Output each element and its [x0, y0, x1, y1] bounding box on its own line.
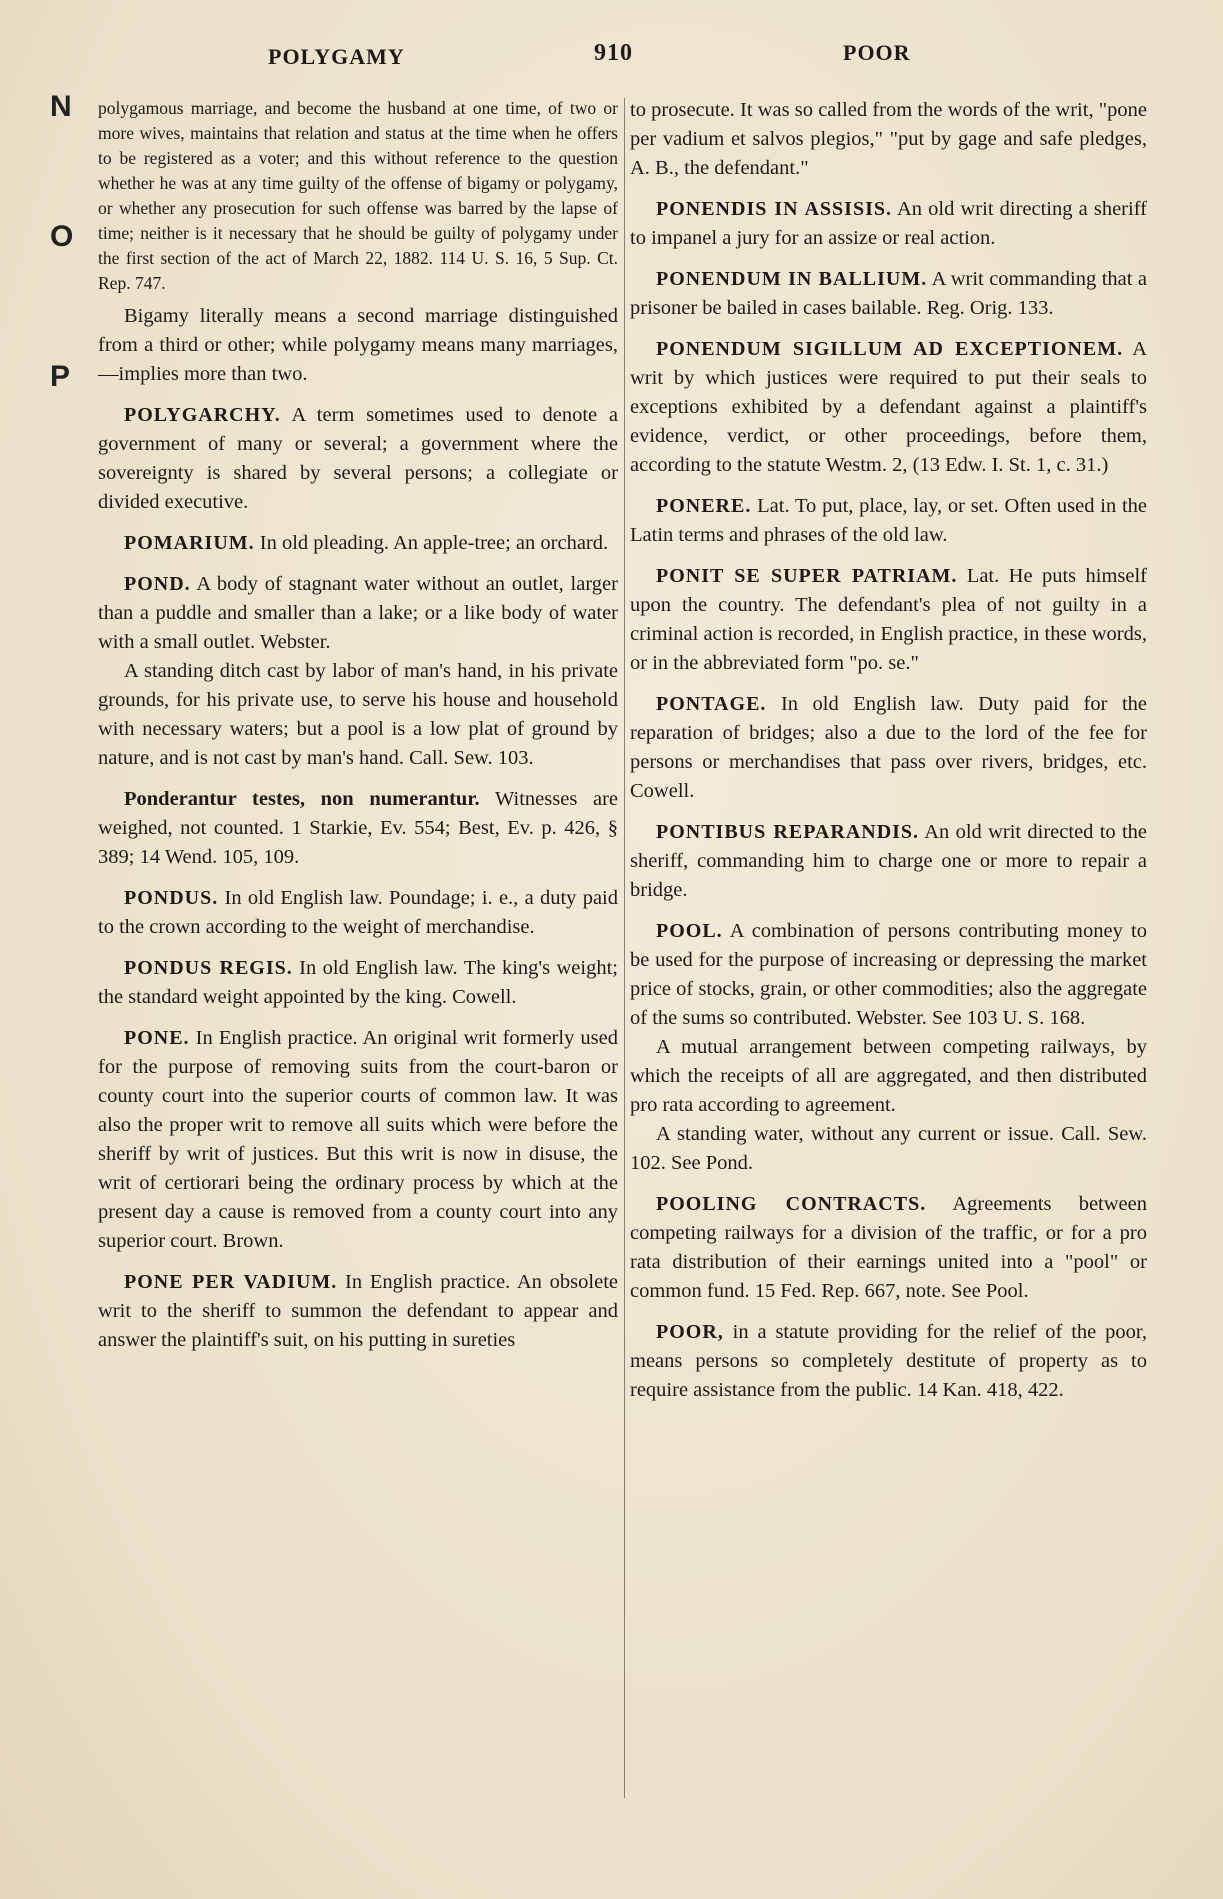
entry-headword: PONERE. [656, 495, 752, 517]
entry-pomarium [98, 529, 618, 558]
entry-headword: POLYGARCHY. [124, 404, 281, 426]
entry-text: to prosecute. It was so called from the words of the writ, "pone per vadium et salvos plegios," "put by gage and safe pledges, A. B., the defendant." [630, 99, 1147, 179]
entry-pooling-contracts [630, 1190, 1147, 1306]
entry-text: An old writ directing a sheriff to impanel a jury for an assize or real action. [630, 198, 1147, 249]
entry-headword: PONTIBUS REPARANDIS. [656, 821, 920, 843]
entry-headword: PONE. [124, 1027, 190, 1049]
right-column [630, 96, 1147, 1417]
entry-headword: POMARIUM. [124, 532, 255, 554]
entry-headword: POOL. [656, 920, 723, 942]
left-column [98, 96, 618, 1367]
entry-polygamy-continued [98, 96, 618, 389]
entry-polygarchy [98, 401, 618, 517]
entry-headword: POOLING CONTRACTS. [656, 1193, 927, 1215]
entry-pone [98, 1024, 618, 1256]
entry-headword: PONENDUM IN BALLIUM. [656, 268, 928, 290]
column-divider [624, 98, 625, 1798]
entry-headword: POND. [124, 573, 191, 595]
entry-text: A combination of persons contributing money to be used for the purpose of increasing or depressing the market price of stocks, grain, or other commodities; also the aggregate of the sums so contributed. Webster. See 103 U. S. 168. [630, 920, 1147, 1029]
entry-text: A standing ditch cast by labor of man's hand, in his private grounds, for his private use, to serve his house and household with necessary waters; but a pool is a low plat of ground by nature, and is not cast by man's hand. Call. Sew. 103. [98, 660, 618, 769]
entry-headword: POOR, [656, 1321, 724, 1343]
entry-ponendis-in-assisis [630, 195, 1147, 253]
entry-ponendum-in-ballium [630, 265, 1147, 323]
entry-pond [98, 570, 618, 773]
entry-ponendum-sigillum [630, 335, 1147, 480]
entry-text: In old English law. Duty paid for the reparation of bridges; also a due to the lord of the fee for persons or merchandises that pass over rivers, bridges, etc. Cowell. [630, 693, 1147, 802]
entry-text: Bigamy literally means a second marriage distinguished from a third or other; while polygamy means many marriages,—implies more than two. [98, 305, 618, 385]
entry-text: Lat. To put, place, lay, or set. Often used in the Latin terms and phrases of the old law. [630, 495, 1148, 546]
entry-text: In old English law. The king's weight; the standard weight appointed by the king. Cowell. [98, 957, 618, 1008]
entry-headword: PONE PER VADIUM. [124, 1271, 338, 1293]
entry-text: A writ commanding that a prisoner be bailed in cases bailable. Reg. Orig. 133. [630, 268, 1147, 319]
entry-text: In English practice. An original writ formerly used for the purpose of removing suits from the court-baron or county court into the superior courts of common law. It was also the proper writ to remove all suits which were before the sheriff by writ of justices. But this writ is now in disuse, the writ of certiorari being the ordinary process by which at the present day a cause is removed from a county court into any superior court. Brown. [98, 1027, 618, 1252]
entry-text: Witnesses are weighed, not counted. 1 Starkie, Ev. 554; Best, Ev. p. 426, § 389; 14 Wend. 105, 109. [98, 788, 618, 868]
header-left-guideword: POLYGAMY [268, 44, 405, 69]
entry-pondus [98, 884, 618, 942]
header-right-guideword: POOR [843, 40, 911, 65]
entry-pool [630, 917, 1147, 1178]
entry-text: A writ by which justices were required to put their seals to exceptions exhibited by a defendant against a plaintiff's evidence, verdict, or other proceedings, before them, according to the statute Westm. 2, (13 Edw. I. St. 1, c. 31.) [630, 338, 1147, 476]
entry-poor [630, 1318, 1147, 1405]
entry-text: in a statute providing for the relief of the poor, means persons so completely destitute of property as to require assistance from the public. 14 Kan. 418, 422. [630, 1321, 1147, 1401]
entry-headword: PONDUS REGIS. [124, 957, 293, 979]
entry-pone-per-vadium-continued [630, 96, 1147, 183]
entry-text: Lat. He puts himself upon the country. The defendant's plea of not guilty in a criminal action is recorded, in English practice, in these words, or in the abbreviated form "po. se." [630, 565, 1148, 674]
entry-ponere [630, 492, 1147, 550]
entry-headword: PONDUS. [124, 887, 219, 909]
entry-text: A term sometimes used to denote a government of many or several; a government where the sovereignty is shared by several persons; a collegiate or divided executive. [98, 404, 618, 513]
thumb-index-letter: P [50, 360, 71, 393]
entry-pondus-regis [98, 954, 618, 1012]
entry-text: An old writ directed to the sheriff, commanding him to charge one or more to repair a bridge. [630, 821, 1147, 901]
entry-headword: PONIT SE SUPER PATRIAM. [656, 565, 958, 587]
thumb-index-letter: N [50, 90, 72, 123]
entry-ponit-se [630, 562, 1147, 678]
entry-text: In English practice. An obsolete writ to the sheriff to summon the defendant to appear and answer the plaintiff's suit, on his putting in sureties [98, 1271, 618, 1351]
entry-pontibus-reparandis [630, 818, 1147, 905]
entry-text: Agreements between competing railways for a division of the traffic, or for a pro rata distribution of their earnings united into a "pool" or common fund. 15 Fed. Rep. 667, note. See Pool. [630, 1193, 1148, 1302]
entry-headword: PONENDIS IN ASSISIS. [656, 198, 892, 220]
entry-pone-per-vadium [98, 1268, 618, 1355]
thumb-index-letter: O [50, 220, 74, 253]
page-number: 910 [594, 40, 633, 66]
entry-headword: PONTAGE. [656, 693, 767, 715]
entry-text: polygamous marriage, and become the husband at one time, of two or more wives, maintains that relation and status at the time when he offers to be registered as a voter; and this without reference to the question whether he was at any time guilty of the offense of bigamy or polygamy, or whether any prosecution for such offense was barred by the lapse of time; neither is it necessary that he should be guilty of polygamy under the first section of the act of March 22, 1882. 114 U. S. 16, 5 Sup. Ct. Rep. 747. [98, 98, 618, 293]
entry-text: In old pleading. An apple-tree; an orchard. [259, 532, 609, 554]
entry-text: A standing water, without any current or issue. Call. Sew. 102. See Pond. [630, 1123, 1147, 1174]
entry-pontage [630, 690, 1147, 806]
entry-headword: Ponderantur testes, non numerantur. [124, 788, 480, 810]
entry-text: A mutual arrangement between competing railways, by which the receipts of all are aggregated, and then distributed pro rata according to agreement. [630, 1036, 1147, 1116]
page-header [0, 40, 1223, 74]
entry-ponderantur [98, 785, 618, 872]
entry-text: In old English law. Poundage; i. e., a duty paid to the crown according to the weight of merchandise. [98, 887, 619, 938]
entry-headword: PONENDUM SIGILLUM AD EXCEPTIONEM. [656, 338, 1124, 360]
entry-text: A body of stagnant water without an outlet, larger than a puddle and smaller than a lake; or a like body of water with a small outlet. Webster. [98, 573, 618, 653]
